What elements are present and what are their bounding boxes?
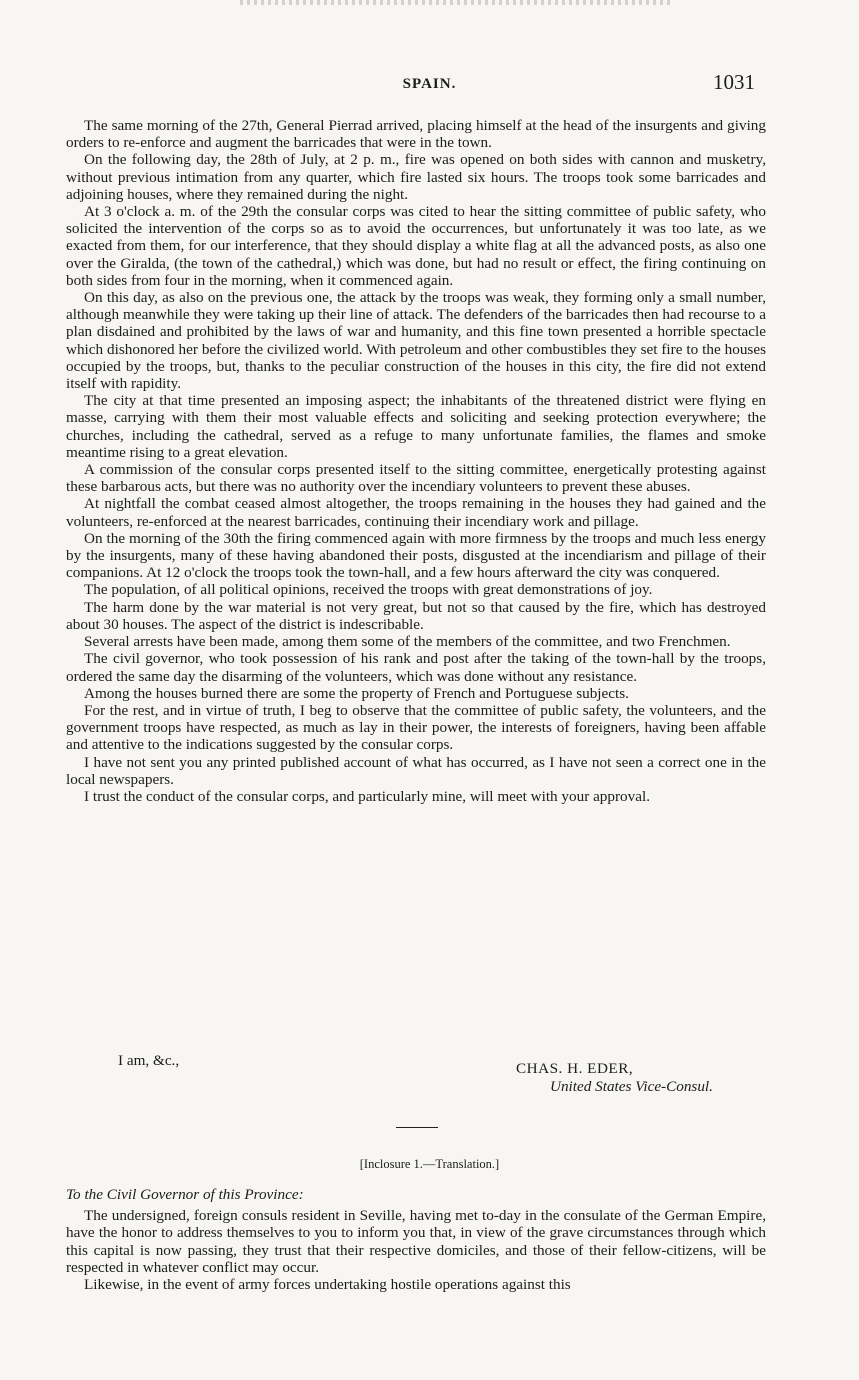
paragraph: The same morning of the 27th, General Pierrad arrived, placing himself at the head of the insurgents and giving orders to re-enforce and augment the barricades that were in the town. (66, 117, 766, 152)
paragraph: The undersigned, foreign consuls resident in Seville, having met to-day in the consulate of the German Empire, have the honor to address themselves to you to inform you that, in view of the grave circumstances through which this capital is now passing, they trust that their respective domiciles, and those of their fellow-citizens, will be respected in whatever conflict may occur. (66, 1207, 766, 1276)
paragraph: On this day, as also on the previous one, the attack by the troops was weak, they forming only a small number, although meanwhile they were taking up their line of attack. The defenders of the barricades then had recourse to a plan disdained and prohibited by the laws of war and humanity, and this fine town presented a horrible spectacle which dishonored her before the civilized world. With petroleum and other combustibles they set fire to the houses occupied by the troops, but, thanks to the peculiar construction of the houses in this city, the fire did not extend itself with rapidity. (66, 289, 766, 393)
paragraph: I trust the conduct of the consular corps, and particularly mine, will meet with your approval. (84, 787, 650, 805)
paragraph: On the morning of the 30th the firing commenced again with more firmness by the troops and much less energy by the insurgents, many of these having abandoned their posts, disgusted at the incendiarism and pillage of their companions. At 12 o'clock the troops took the town-hall, and a few hours afterward the city was conquered. (66, 529, 766, 582)
paragraph: The civil governor, who took possession of his rank and post after the taking of the town-hall by the troops, ordered the same day the disarming of the volunteers, which was done without any resistance. (66, 650, 766, 685)
signer-title: United States Vice-Consul. (550, 1078, 713, 1095)
running-title: SPAIN. (402, 76, 457, 92)
paragraph: Several arrests have been made, among them some of the members of the committee, and two Frenchmen. (84, 633, 731, 651)
paragraph: Likewise, in the event of army forces undertaking hostile operations against this (84, 1276, 571, 1294)
addressee: To the Civil Governor of this Province: (66, 1186, 304, 1203)
paragraph: The population, of all political opinions, received the troops with great demonstrations of joy. (84, 581, 653, 599)
inclosure-letter (66, 1186, 766, 1293)
paragraph: The harm done by the war material is not very great, but not so that caused by the fire, which has destroyed about 30 houses. The aspect of the district is indescribable. (66, 598, 766, 633)
inclosure-heading: [Inclosure 1.—Translation.] (359, 1157, 500, 1171)
scan-artifact (240, 0, 670, 5)
body-text (66, 117, 766, 805)
running-head (0, 70, 859, 100)
paragraph: Among the houses burned there are some the property of French and Portuguese subjects. (84, 684, 629, 702)
section-divider (396, 1127, 438, 1128)
paragraph: I have not sent you any printed published account of what has occurred, as I have not seen a correct one in the local newspapers. (66, 753, 766, 788)
paragraph: The city at that time presented an imposing aspect; the inhabitants of the threatened district were flying en masse, carrying with them their most valuable effects and soliciting and seeking protection everywhere; the churches, including the cathedral, served as a refuge to many unfortunate families, the flames and smoke meantime rising to a great elevation. (66, 392, 766, 461)
page-number: 1031 (713, 70, 755, 94)
paragraph: A commission of the consular corps presented itself to the sitting committee, energetically protesting against these barbarous acts, but there was no authority over the incendiary volunteers to prevent these abuses. (66, 461, 766, 496)
salutation: I am, &c., (118, 1052, 180, 1069)
paragraph: At 3 o'clock a. m. of the 29th the consular corps was cited to hear the sitting committee of public safety, who solicited the intervention of the corps so as to avoid the occurrences, but unfortunately it was too late, as we exacted from them, for our interference, that they should display a white flag at all the advanced posts, as also one over the Giralda, (the town of the cathedral,) which was done, but had no result or effect, the firing continuing on both sides from four in the morning, when it commenced again. (66, 203, 766, 289)
signer-name: CHAS. H. EDER, (516, 1060, 634, 1077)
paragraph: At nightfall the combat ceased almost altogether, the troops remaining in the houses they had gained and the volunteers, re-enforced at the nearest barricades, continuing their incendiary work and pillage. (66, 495, 766, 530)
paragraph: For the rest, and in virtue of truth, I beg to observe that the committee of public safety, the volunteers, and the government troops have respected, as much as lay in their power, the interests of foreigners, having been affable and attentive to the indications suggested by the consular corps. (66, 701, 766, 754)
paragraph: On the following day, the 28th of July, at 2 p. m., fire was opened on both sides with cannon and musketry, without previous intimation from any quarter, which fire lasted six hours. The troops took some barricades and adjoining houses, where they remained during the night. (66, 151, 766, 203)
